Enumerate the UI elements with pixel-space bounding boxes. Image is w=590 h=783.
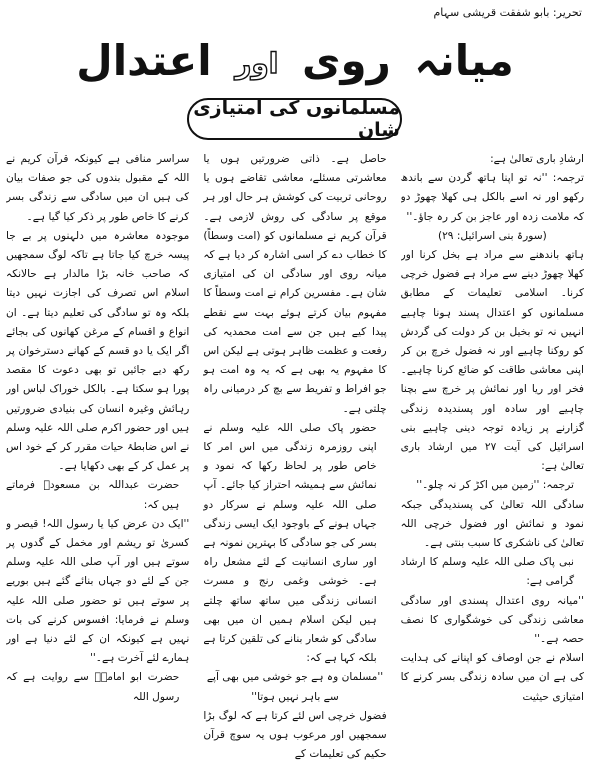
paragraph: فضول خرچی اس لئے کرتا ہے کہ لوگ بڑا سمجھیں اور مرعوب ہوں یہ سوچ قرآن حکیم کی تعلیمات کے <box>203 709 387 761</box>
title-word-2: روی <box>302 36 391 85</box>
column-1 <box>401 150 584 782</box>
paragraph: حضور پاک صلی اللہ علیہ وسلم نے اپنی روزمرہ زندگی میں اس امر کا خاص طور پر لحاظ رکھا کہ نمود و نمائش سے ہمیشہ احتراز کیا جائے۔ آپ صلی اللہ علیہ وسلم نے سرکار دو جہاں ہونے کے باوجود ایک ایسی زندگی بسر کی جو سادگی کا بہترین نمونہ ہے اور ساری انسانیت کے لئے مشعل راہ ہے۔ خوشی وغمی رنج و مسرت انسانی زندگی میں ساتھ ساتھ چلتے ہیں لیکن اسلام ہمیں ان میں بھی سادگی کو شعار بنانے کی تلقین کرتا ہے بلکہ کہا ہے کہ: <box>203 421 377 665</box>
byline: تحریر: بابو شفقت قریشی سہام <box>433 6 582 19</box>
paragraph: حضرت عبداللہ بن مسعودؓ فرماتے ہیں کہ: <box>6 479 180 511</box>
title-word-3: اور <box>235 46 279 80</box>
column-2 <box>203 150 386 782</box>
paragraph: نبی پاک صلی اللہ علیہ وسلم کا ارشاد گرامی ہے: <box>400 556 574 588</box>
paragraph: اسلام نے جن اوصاف کو اپنانے کی ہدایت کی ہے ان میں سادہ زندگی بسر کرنے کا امتیازی حیثیت <box>400 652 584 703</box>
paragraph: سراسر منافی ہے کیونکہ قرآن کریم نے اللہ کے مقبول بندوں کی جو صفات بیان کی ہیں ان میں سادگی سے زندگی بسر کرنے کا خاص طور پر ذکر کیا گیا ہے۔ <box>6 153 190 223</box>
paragraph: ''مسلمان وہ ہے جو خوشی میں بھی آپے سے باہر نہیں ہوتا'' <box>206 671 384 703</box>
article-columns <box>6 150 584 782</box>
article-title <box>0 34 590 91</box>
paragraph: ترجمہ: ''نہ تو اپنا ہاتھ گردن سے باندھ رکھو اور نہ اسے بالکل ہی کھلا چھوڑ دو کہ ملامت زدہ اور عاجز بن کر رہ جاؤ۔'' <box>400 172 584 223</box>
paragraph: ''ایک دن عرض کیا یا رسول اللہ! قیصر و کسریٰ تو ریشم اور مخمل کے گدوں پر سوتے ہیں اور آپ صلی اللہ علیہ وسلم جن کے لئے دو جہاں بنائے گئے ہیں بوریے پر سوتے ہیں تو حضور صلی اللہ علیہ وسلم نے فرمایا: افسوس کرنے کی بات نہیں ہے کیونکہ ان کے لئے دنیا ہے اور ہمارے لئے آخرت ہے۔'' <box>6 517 190 665</box>
paragraph: موجودہ معاشرہ میں دلہنوں پر بے جا پیسہ خرچ کیا جاتا ہے تاکہ لوگ سمجھیں کہ صاحب خانہ بڑا مالدار ہے حالانکہ اسلام اس تصرف کی اجازت نہیں دیتا بلکہ وہ تو سادگی کی تعلیم دیتا ہے۔ ان انواع و اقسام کے مرغن کھانوں کی بجائے اگر ایک یا دو قسم کے کھانے دسترخوان پر رکھ دیے جائیں تو بھی دعوت کا مقصد پورا ہو سکتا ہے۔ بالکل خوراک لباس اور رہائش وغیرہ انسان کی بنیادی ضرورتیں ہیں اور حضور اکرم صلی اللہ علیہ وسلم نے اس ضابطۂ حیات مقرر کر کے خود اس پر عمل کر کے بھی دکھایا ہے۔ <box>6 229 190 473</box>
subtitle-box <box>187 98 402 140</box>
paragraph: ارشادِ باری تعالیٰ ہے: <box>490 153 584 165</box>
title-word-1: میانہ <box>414 36 514 85</box>
paragraph: (سورۃ بنی اسرائیل: ۲۹) <box>437 229 547 242</box>
paragraph: حضرت ابو امامہؓ سے روایت ہے کہ رسول اللہ <box>6 671 180 703</box>
paragraph: حاصل ہے۔ ذاتی ضرورتیں ہوں یا معاشرتی مسئلے، معاشی تقاضے ہوں یا روحانی تربیت کی کوشش ہر حال اور ہر موقع پر سادگی کی روش لازمی ہے۔ قرآن کریم نے مسلمانوں کو (امت وسطاً) کا خطاب دے کر اسی اشارہ کر دیا ہے کہ میانہ روی اور سادگی ان کی امتیازی شان ہے۔ مفسرین کرام نے امت وسطاً کا مفہوم بیان کرتے ہوئے بہت سے نقطے پیدا کیے ہیں جن سے امت محمدیہ کی رفعت و عظمت ظاہر ہوتی ہے لیکن اس کا مفہوم یہ بھی ہے کہ یہ وہ امت ہو جو افراط و تفریط سے بچ کر درمیانی راہ چلتی ہے۔ <box>203 153 387 415</box>
title-word-4: اعتدال <box>76 36 212 85</box>
subtitle: مسلمانوں کی امتیازی شان <box>193 97 400 141</box>
paragraph: ''میانہ روی اعتدال پسندی اور سادگی معاشی زندگی کی خوشگواری کا نصف حصہ ہے۔'' <box>400 594 584 646</box>
column-3 <box>6 150 189 782</box>
paragraph: سادگی اللہ تعالیٰ کی پسندیدگی جبکہ نمود و نمائش اور فضول خرچی اللہ تعالیٰ کی ناشکری کا سبب بنتی ہے۔ <box>400 498 584 550</box>
paragraph: ہاتھ باندھنے سے مراد ہے بخل کرنا اور کھلا چھوڑ دینے سے مراد ہے فضول خرچی کرنا۔ اسلامی تعلیمات کے مطابق مسلمانوں کو اعتدال پسند ہونا چاہیے انہیں نہ تو بخیل بن کر دولت کی گردش کو روکنا چاہیے اور نہ فضول خرچ بن کر اپنی معاشی طاقت کو ضائع کرنا چاہیے۔ فخر اور ریا اور نمائش پر خرچ سے بچنا چاہیے اور سادہ اور پسندیدہ زندگی گزارنے پر زیادہ توجہ دینی چاہیے بنی اسرائیل کی آیت ۲۷ میں ارشاد باری تعالیٰ ہے: <box>400 249 584 473</box>
paragraph: ترجمہ: ''زمین میں اکڑ کر نہ چلو۔'' <box>416 479 574 492</box>
